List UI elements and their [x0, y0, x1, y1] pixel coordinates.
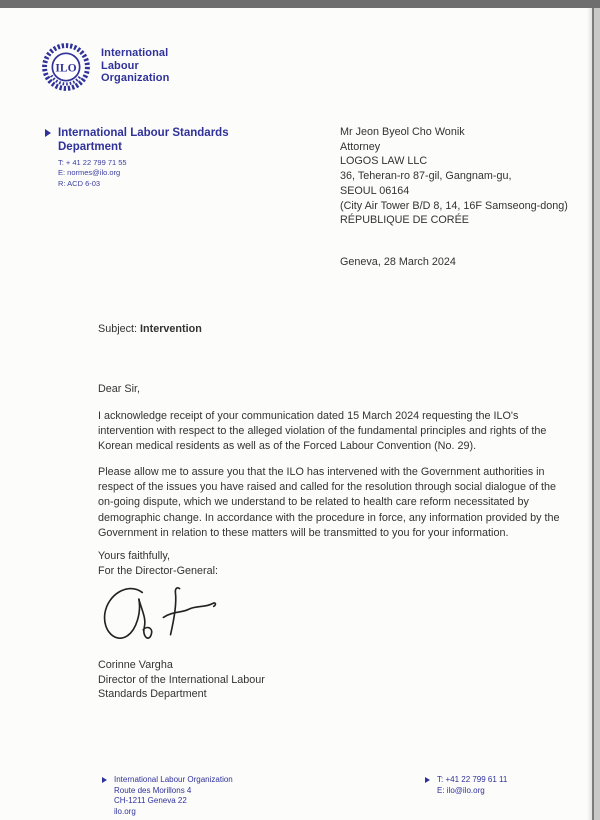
photo-right-strip: [594, 8, 600, 820]
department-phone: T: + 41 22 799 71 55: [58, 158, 127, 167]
recipient-line: Mr Jeon Byeol Cho Wonik: [340, 126, 465, 138]
arrow-bullet-icon: [102, 777, 107, 783]
arrow-bullet-icon: [425, 777, 430, 783]
recipient-line: RÉPUBLIQUE DE CORÉE: [340, 214, 469, 227]
recipient-line: SEOUL 06164: [340, 184, 410, 197]
signer-block: [98, 658, 265, 702]
footer-org-name: International Labour Organization: [114, 775, 233, 784]
footer-city: CH-1211 Geneva 22: [114, 796, 187, 806]
signer-title-line: Director of the International Labour: [98, 673, 265, 686]
ilo-logo: [41, 42, 169, 92]
footer-website: ilo.org: [114, 806, 136, 816]
signer-title-line: Standards Department: [98, 688, 207, 701]
footer-contact-block: [425, 775, 507, 796]
department-name: [58, 126, 229, 154]
closing-line: Yours faithfully,: [98, 550, 171, 562]
body-paragraph: I acknowledge receipt of your communication dated 15 March 2024 requesting the ILO's intervention with respect to the alleged violation of the fundamental principles and rights of the Korean medical residents as well as of the Forced Labour Convention (No. 29).: [98, 410, 547, 453]
dateline: Geneva, 28 March 2024: [340, 256, 456, 268]
logo-wordmark: [101, 47, 169, 85]
department-name-line: Department: [58, 141, 122, 153]
body-paragraph: Please allow me to assure you that the ILO has intervened with the Government authorities in respect of the issues you have raised and called for the resolution through social dialogue of the on-going dispute, which we understand to be related to health care reform necessitated by demographic change. In accordance with the procedure in force, any information provided by the Government in relation to these matters will be transmitted to you for your information.: [98, 466, 560, 539]
subject-value: Intervention: [140, 323, 202, 335]
footer-email: E: ilo@ilo.org: [437, 785, 485, 795]
recipient-line: Attorney: [340, 140, 381, 153]
logo-wordmark-line: International: [101, 47, 169, 59]
department-email: E: normes@ilo.org: [58, 168, 121, 178]
logo-wordmark-line: Labour: [101, 59, 139, 72]
signature-image: [97, 580, 222, 655]
ilo-emblem-text: ILO: [55, 61, 77, 75]
ilo-emblem-icon: [41, 42, 91, 92]
closing-block: [98, 549, 218, 579]
footer-address-block: [102, 775, 233, 817]
photo-top-edge: [0, 0, 600, 8]
department-block: [45, 126, 325, 189]
closing-line: For the Director-General:: [98, 565, 219, 578]
signer-name: Corinne Vargha: [98, 659, 173, 671]
footer-street: Route des Morillons 4: [114, 785, 192, 795]
recipient-line: (City Air Tower B/D 8, 14, 16F Samseong-dong): [340, 199, 568, 212]
department-contacts: [58, 158, 325, 189]
recipient-line: 36, Teheran-ro 87-gil, Gangnam-gu,: [340, 170, 512, 183]
subject-line: [98, 323, 202, 335]
recipient-line: LOGOS LAW LLC: [340, 155, 428, 168]
footer-phone: T: +41 22 799 61 11: [437, 775, 508, 784]
arrow-bullet-icon: [45, 129, 51, 137]
department-name-line: International Labour Standards: [58, 127, 229, 139]
salutation: Dear Sir,: [98, 383, 141, 395]
subject-label: Subject:: [98, 323, 138, 335]
recipient-address: [340, 125, 568, 228]
handwritten-signature-icon: [97, 580, 222, 650]
department-room: R: ACD 6-03: [58, 178, 101, 188]
logo-wordmark-line: Organization: [101, 72, 170, 84]
